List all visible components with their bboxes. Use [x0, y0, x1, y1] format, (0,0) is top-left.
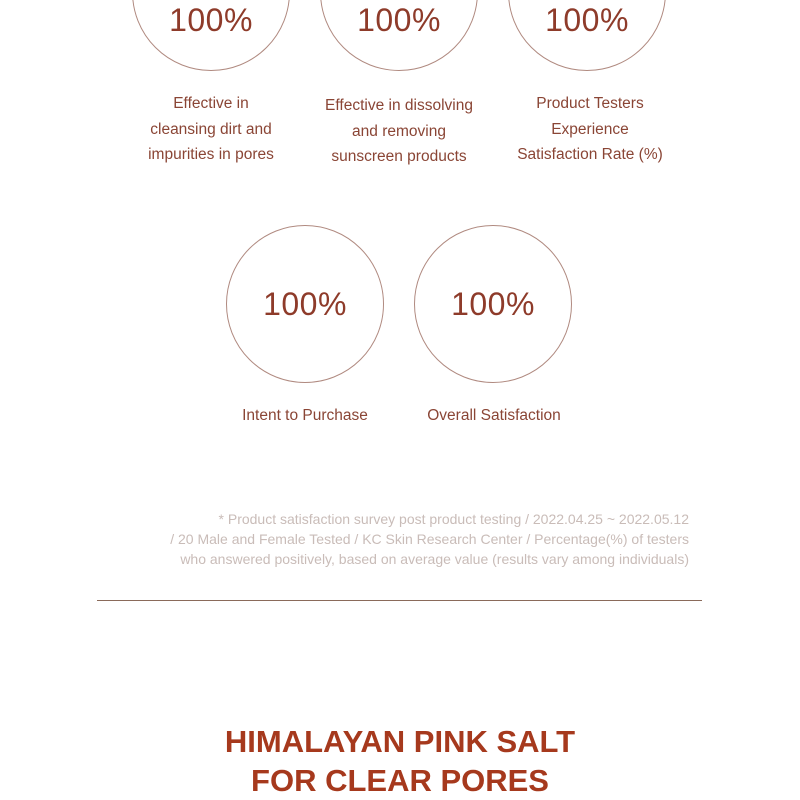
heading-line: HIMALAYAN PINK SALT — [224, 724, 576, 759]
stat-label — [490, 91, 690, 168]
stat-label — [394, 403, 594, 429]
label-line: Effective in — [173, 95, 249, 112]
label-line: Effective in dissolving — [325, 97, 473, 114]
label-line: Intent to Purchase — [242, 407, 368, 424]
heading-line: FOR CLEAR PORES — [251, 763, 549, 798]
label-line: sunscreen products — [331, 148, 467, 165]
stat-label — [205, 403, 405, 429]
footnote-line: * Product satisfaction survey post product testing / 2022.04.25 ~ 2022.05.12 — [218, 511, 689, 527]
footnote-line: who answered positively, based on average value (results vary among individuals) — [180, 551, 689, 567]
stat-value: 100% — [545, 2, 629, 38]
stat-value: 100% — [451, 286, 535, 322]
label-line: Satisfaction Rate (%) — [517, 146, 663, 163]
footnote-line: / 20 Male and Female Tested / KC Skin Research Center / Percentage(%) of testers — [170, 531, 689, 547]
survey-footnote — [89, 509, 689, 569]
label-line: Product Testers — [536, 95, 644, 112]
stat-circle-intent — [226, 225, 384, 383]
stat-value: 100% — [263, 286, 347, 322]
stat-value: 100% — [357, 2, 441, 38]
stat-label — [299, 93, 499, 170]
label-line: and removing — [352, 122, 446, 140]
stat-circle-cleansing — [132, 0, 290, 71]
stat-label — [111, 91, 311, 168]
divider — [97, 600, 702, 601]
stat-circle-satisfaction-rate — [508, 0, 666, 71]
stat-circle-sunscreen — [320, 0, 478, 71]
label-line: impurities in pores — [148, 146, 274, 163]
section-heading — [0, 722, 800, 800]
label-line: Experience — [551, 120, 629, 138]
stat-value: 100% — [169, 2, 253, 38]
stat-circle-overall — [414, 225, 572, 383]
label-line: Overall Satisfaction — [427, 407, 561, 424]
label-line: cleansing dirt and — [150, 120, 272, 138]
